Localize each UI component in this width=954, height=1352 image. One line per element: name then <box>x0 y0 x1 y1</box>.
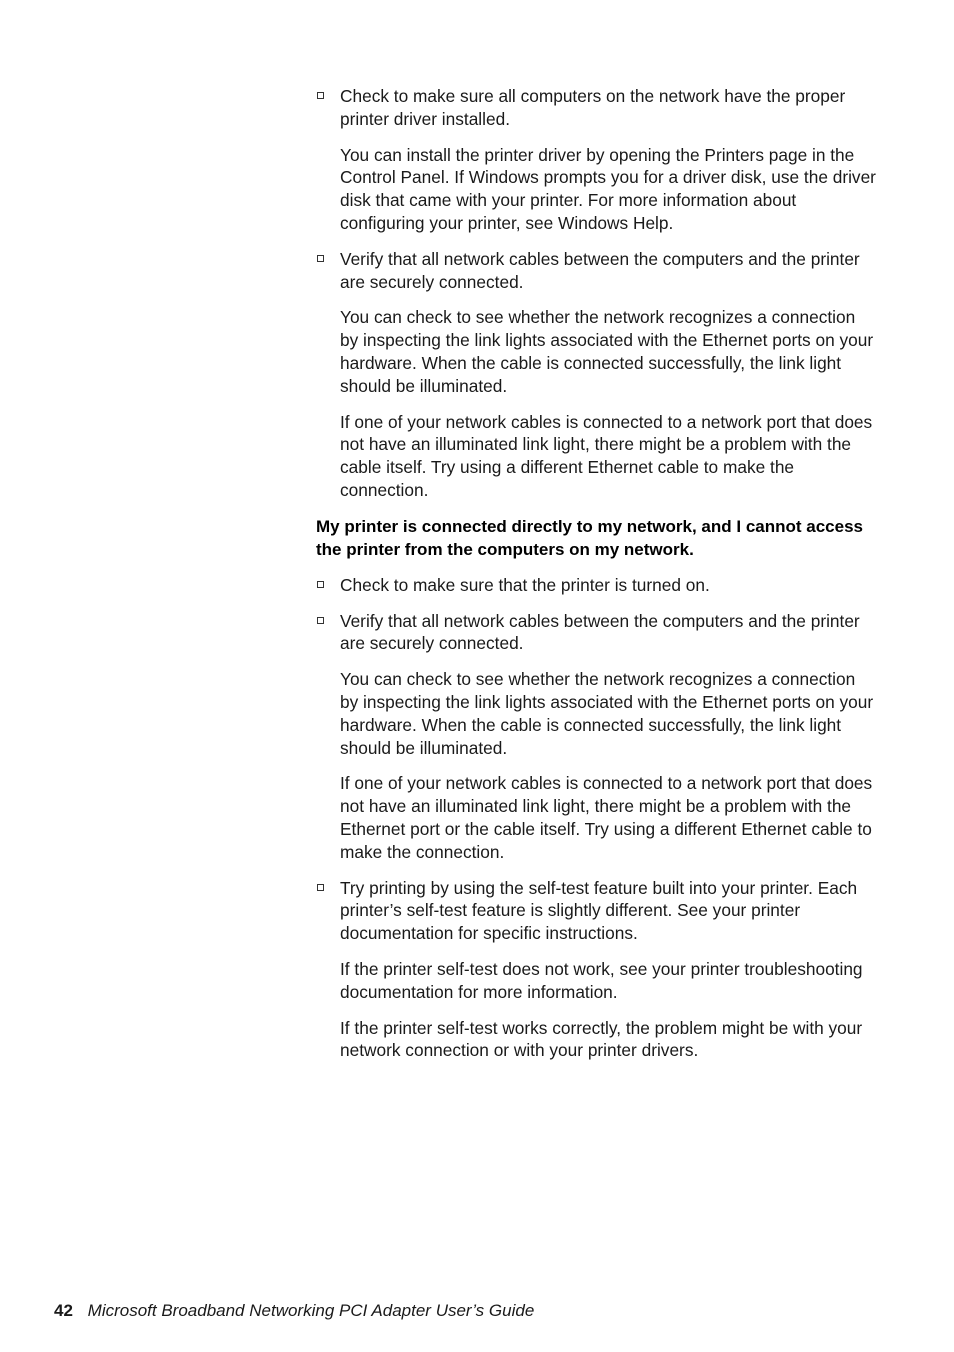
bullet-item <box>316 85 878 131</box>
bullet-text: Verify that all network cables between the computers and the printer are securely connected. <box>340 248 860 292</box>
page-body <box>316 85 878 1075</box>
bullet-text: Try printing by using the self-test feature built into your printer. Each printer’s self-test feature is slightly different. See your printer documentation for specific instructions. <box>340 877 858 944</box>
square-bullet-icon <box>317 581 324 588</box>
paragraph: You can install the printer driver by opening the Printers page in the Control Panel. If Windows prompts you for a driver disk, use the driver disk that came with your printer. For more information about configuring your printer, see Windows Help. <box>340 144 876 233</box>
page-number: 42 <box>54 1301 73 1320</box>
paragraph: You can check to see whether the network recognizes a connection by inspecting the link lights associated with the Ethernet ports on your hardware. When the cable is connected successfully, the link light should be illuminated. <box>340 307 874 396</box>
paragraph: You can check to see whether the network recognizes a connection by inspecting the link lights associated with the Ethernet ports on your hardware. When the cable is connected successfully, the link light should be illuminated. <box>340 669 874 758</box>
bullet-item <box>316 248 878 294</box>
paragraph: If the printer self-test works correctly, the problem might be with your network connection or with your printer drivers. <box>340 1017 863 1061</box>
bullet-item <box>316 877 878 945</box>
square-bullet-icon <box>317 92 324 99</box>
paragraph: If one of your network cables is connected to a network port that does not have an illuminated link light, there might be a problem with the Ethernet port or the cable itself. Try using a different Ethernet cable to make the connection. <box>340 773 873 862</box>
paragraph: If one of your network cables is connected to a network port that does not have an illuminated link light, there might be a problem with the cable itself. Try using a different Ethernet cable to make the connection. <box>340 411 873 500</box>
bullet-text: Verify that all network cables between the computers and the printer are securely connected. <box>340 610 860 654</box>
square-bullet-icon <box>317 255 324 262</box>
page-footer <box>54 1300 534 1322</box>
square-bullet-icon <box>317 884 324 891</box>
square-bullet-icon <box>317 617 324 624</box>
guide-title: Microsoft Broadband Networking PCI Adapter User’s Guide <box>87 1301 535 1320</box>
bullet-text: Check to make sure that the printer is turned on. <box>340 574 710 595</box>
bullet-item <box>316 574 878 597</box>
bullet-text: Check to make sure all computers on the network have the proper printer driver installed. <box>340 86 846 129</box>
paragraph: If the printer self-test does not work, see your printer troubleshooting documentation for more information. <box>340 958 863 1002</box>
section-heading: My printer is connected directly to my network, and I cannot access the printer from the computers on my network. <box>316 516 863 559</box>
bullet-item <box>316 610 878 656</box>
